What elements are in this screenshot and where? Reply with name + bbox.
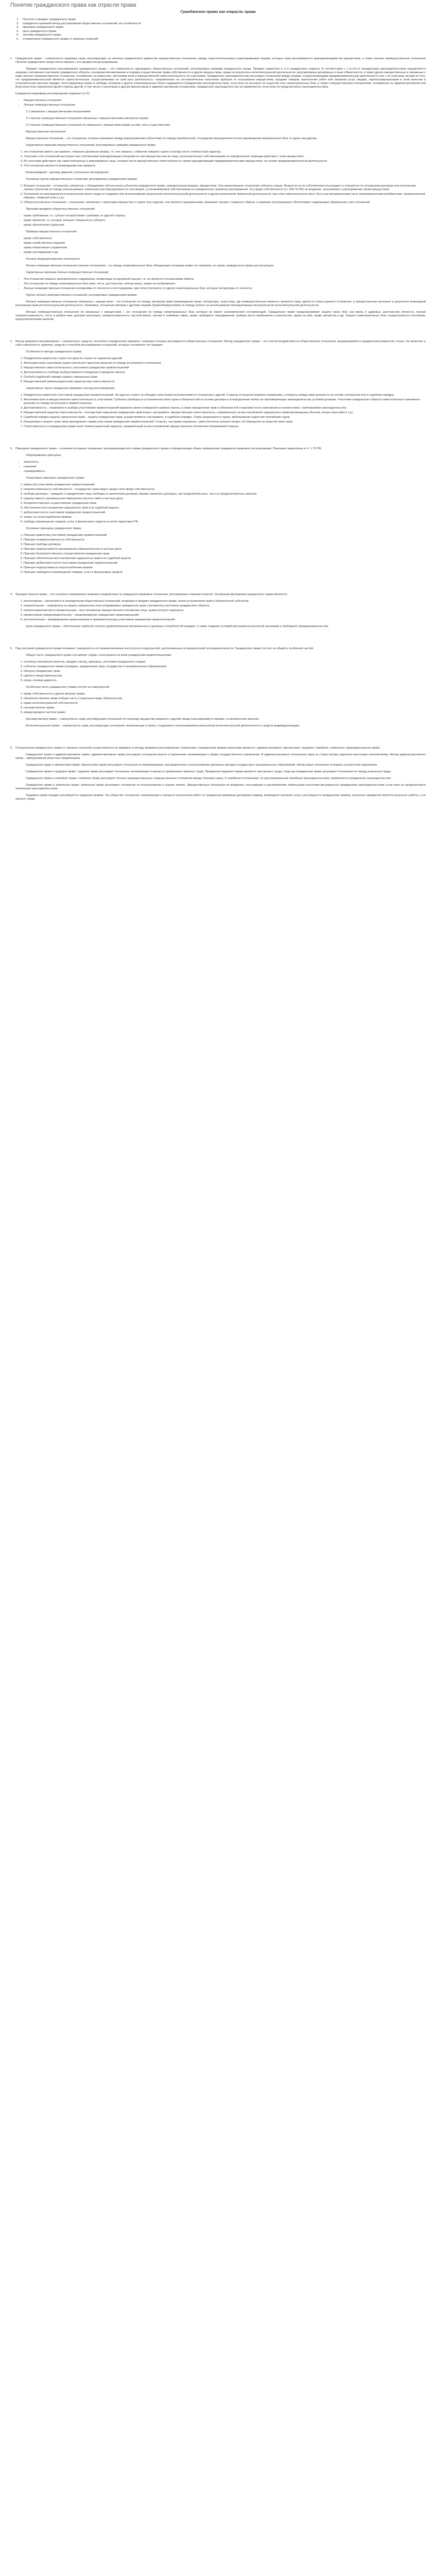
list-item: 9. свобода перемещения товаров, услуг и финансовых средств на всей территории РФ.	[24, 520, 426, 524]
list-item: 1. основные положения (понятие, предмет, метод, принципы, источники гражданского права);	[24, 660, 426, 664]
list-item: 9. Принцип свободного перемещения товаров, услуг и финансовых средств	[24, 571, 426, 574]
toc-item: 2. гражданско-правовой метод регулирования общественных отношений, его особенности	[16, 22, 141, 25]
list-item: 1. эти отношения имеют, как правило, товарную денежную форму, т.е. они связаны с обменом товаров и денег и всегда носят стоимостный характер.	[24, 150, 426, 154]
paragraph: Примеры имущественных отношений:	[26, 230, 77, 233]
list-item: 4. Эти отношения являются возмездными (как правило)	[24, 164, 426, 168]
list-item: 1. Юридическое равенство сторон (ни одна из сторон не подчинена другой)	[24, 357, 426, 361]
paragraph: Принципы гражданского права – основные исходные положения, пронизывающие все нормы гражданского права и определяющие общее направление гражданско-правового регулирования. Принципы закреплены в ст. 1 ГК РФ.	[15, 447, 322, 450]
paragraph: Предмет гражданского регулирования гражданского права – это совокупность однородных общественных отношений, регулируемых нормами гражданского права. Предмет закреплен в ст.2 гражданского кодекса. В соответствии с ч.1ст.2ст.1 гражданским законодательством определяется правовое положение участников гражданского оборота, основания возникновения и порядок осуществления права собственности и других вещных прав, права на результаты интеллектуальной деятельности, регулирование договорных и иных обязательств, а также другие имущественные и связанные с ними личные неимущественные отношения, основанные на равенстве, автономии воли и имущественной самостоятельности их участников. Гражданское законодательство регулирует отношения между лицами, осуществляющими предпринимательскую деятельность или с их участием, исходя из того, что предпринимательской является самостоятельная, осуществляемая на свой риск деятельность, направленная на систематическое получение прибыли от пользования имуществом, продажи товаров, выполнения работ или оказания услуг лицами, зарегистрированными в этом качестве в установленном законом порядке. Неотчуждаемые права и свободы человека и другие нематериальные блага защищаются гражданским законодательством, если иное не вытекает из существа этих нематериальных благ, а также к имущественным отношениям, основанным на административном или ином властном подчинении одной стороны другой, в том числе к налоговым и другим финансовым и административным отношениям, гражданское законодательство не применяется, если иное не предусмотрено законодательством.	[15, 67, 426, 89]
list-item: • Это отношения по поводу нематериальных благ (имя, честь, достоинство, личная жизнь, право на изображение)	[24, 282, 426, 286]
list-item: 1. регулятивная – заключается в упорядочении общественных отношений, входящих в предмет гражданского права, путем установления прав и обязанностей субъектов;	[24, 600, 426, 603]
paragraph: 1.1.связанные с имущественными отношениями	[26, 110, 91, 113]
paragraph: Признаки предмета обязательственных отношений:	[26, 207, 96, 211]
paragraph-heading: Имущественные отношения	[26, 130, 66, 133]
list-item: 5. Особый (судебный) порядок защиты нарушенных прав	[24, 376, 426, 379]
bullet-list	[15, 278, 426, 291]
paragraph: Характерные черты гражданско-правового метода регулирования:	[26, 386, 115, 390]
numbered-list	[15, 660, 426, 683]
section-number: 1.	[10, 57, 13, 60]
paragraph: Отраслевые принципы гражданского права:	[26, 476, 85, 480]
list-item: 5. международное частное право.	[24, 711, 426, 715]
paragraph: Основные группы имущественных отношений, регулируемых гражданским правом:	[26, 177, 138, 181]
list-item: 2. Участники этих отношений выступают как собственники принадлежащих которыми по ним имущества или же лица, уполномоченные собственниками на определенные операции действия с этим имуществом.	[24, 155, 426, 159]
bullet-list	[15, 237, 426, 255]
list-item: 7. Ответственность в гражданском праве носит компенсационный характер, направленный на восстановление имущественного положения потерпевшей стороны.	[24, 425, 426, 429]
list-item: 2. охранительная – направлена на защиту нарушенных или оспариваемых гражданских прав и интересов участников гражданского оборота;	[24, 604, 426, 608]
paragraph: Отграничение гражданского права от смежных отраслей осуществляется по предмету и методу правового регулирования. Смежными с гражданским правом отраслями являются: административное, финансовое, трудовое, семейное, земельное, природоресурсное право.	[15, 746, 381, 750]
list-item: • Личные неимущественные отношения	[24, 104, 426, 107]
toc-item: 5. система гражданского права	[16, 33, 61, 37]
section-1	[10, 57, 426, 325]
list-item: 5. Судебный порядок защиты нарушенных прав – защита гражданских прав, осуществляется, как правило, в судебном порядке. Споры разрешаются судом, арбитражным судом или третейским судом.	[24, 416, 426, 419]
list-item: 3. объекты гражданских прав;	[24, 670, 426, 673]
paragraph: Гражданско-правовому регулированию подлежат (ст.2):	[15, 92, 90, 95]
paragraph: Характерные признаки имущественных отношений, регулируемых нормами гражданского права:	[26, 143, 156, 147]
paragraph: Группы личных неимущественных отношений, регулируемых гражданским правом:	[26, 293, 137, 297]
list-item: 3. Имущественная самостоятельность участников гражданских правоотношений	[24, 366, 426, 370]
numbered-list	[15, 357, 426, 384]
list-item: • право принятия; т.е. которое означает обязанности субъекта	[24, 219, 426, 223]
paragraph: Интеллектуальное право – совокупность норм, регулирующих отношения, возникающие в связи с созданием и использованием результатов интеллектуальной деятельности и средств индивидуализации.	[26, 724, 300, 727]
list-item: 4. Имущественный характер ответственности – последствия нарушения гражданских прав влекут, как правило, имущественную ответственность, направленную на восстановление нарушенного права (возмещение убытков, уплата неустойки и т.д.)	[24, 411, 426, 415]
list-item: 7. Принцип добросовестности участников гражданских правоотношений	[24, 562, 426, 565]
list-item: 3. Обязательственные отношения – отношения, связанные с переходом имущества от одних лиц к другим, они являются динамичными, выражают процесс товарного обмена, а правовое регулирование обеспечивает надлежащее оформление этих отношений.	[24, 201, 426, 205]
list-item: 4. Диспозитивность (свобода выбора варианта поведения в пределах закона)	[24, 371, 426, 375]
section-number: 4.	[10, 592, 13, 596]
numbered-list	[15, 483, 426, 524]
list-item: 3. Диспозитивность – возможность выбора участниками правоотношений варианта своего поведения в рамках закона, а также определение прав и обязанностей сторонами по их усмотрению в соответствии с требованиями законодательства.	[24, 406, 426, 410]
document-title: Понятие гражданского права как отрасли права	[10, 2, 136, 8]
list-item: 2. неприкосновенность собственности – государство гарантирует защиту всех форм собственности;	[24, 488, 426, 492]
list-item: 1. Вещные отношения – отношения, связанные с обладанием той или иным субъектом гражданского права, определенным вещами, имуществом. Они характеризуют отношения субъекта к вещи. Вещности но их собственники она владеет и пользуется по основаниям договора или усмотрению своему субъектом по поводу использования, изменения или принадлежности этих вещей, устанавливаемой собственником на определенных правилах распоряжения. Н-р право собственности (ст. 209 ГК РФ) на владение, пользование и распоряжение своим имуществом.	[24, 184, 426, 192]
bullet-list	[15, 214, 426, 227]
list-item: 2. Принцип неприкосновенности собственности	[24, 538, 426, 542]
list-item: • Эти отношения лишены экономического содержания, неимеющие её денежной оценки, т.е. не являются отношениями обмена	[24, 278, 426, 281]
paragraph: Личные неимущественные отношения (личные отношения) – по поводу нематериальных благ, обладающих которыми может не связывать их нормы гражданского права для регуляции.	[26, 264, 274, 267]
bullet-list	[15, 461, 426, 473]
paragraph: Метод правового регулирования – совокупность средств, способов и юридических приемов с помощью которых регулируются общественные отношения. Метод гражданского права – это способ воздействия на общественные отношения, выражающийся в юридическом равенстве сторон. Он включает в себя совокупность приемов, средств и способов регулирования отношений, которые составляют его предмет.	[15, 340, 426, 347]
list-item: 3. свобода договора – граждане и юридические лица свободны в заключении договора, вправе заключать договоры, как предусмотренные, так и не предусмотренные законом;	[24, 493, 426, 496]
toc-item: 6. отграничение гражданского права от смежных отраслей	[16, 37, 98, 41]
list-item: • Имущественные отношения	[24, 99, 426, 103]
paragraph: Имущественные отношения – это отношения, которые возникают между равноправными субъектами по поводу приобретения, отчуждения принадлежности или перемещения материальных благ от одних лиц другим.	[26, 137, 318, 140]
paragraph-heading: Личные неимущественные отношения	[26, 257, 80, 261]
list-item: 4. Принцип недопустимости произвольного вмешательства в частные дела	[24, 548, 426, 551]
section-4	[10, 593, 426, 632]
section-3	[10, 447, 426, 578]
numbered-list	[15, 692, 426, 715]
paragraph: Общеправовые принципы:	[26, 453, 62, 457]
section-body	[15, 647, 426, 731]
numbered-list	[15, 534, 426, 574]
paragraph: Общую часть гражданского права составляют нормы, относящиеся ко всем гражданским правоотношениям:	[26, 653, 172, 657]
list-item: 5. беспрепятственное осуществление гражданских прав;	[24, 502, 426, 505]
list-item: 1. право собственности и другие вещные права;	[24, 692, 426, 696]
bullet-list	[15, 99, 426, 107]
numbered-list	[15, 600, 426, 622]
paragraph: Под системой гражданского права понимают совокупность его взаимосвязанных институтов и подотраслей, расположенных в определенной последовательности. Гражданское право состоит из общей и особенной частей.	[15, 647, 314, 650]
list-item: • право требования; т.е. субъект которой может требовать от другой стороны	[24, 214, 426, 218]
document-page	[0, 0, 436, 804]
list-item: • справедливость	[24, 470, 426, 473]
list-item: 1. Юридическое равенство участников гражданских правоотношений. Ни одна из сторон не обладает властными полномочиями по отношению к другой. Стороны отношения взаимно независимы, а вопросы между ними решаются на основе соглашения или в судебном порядке.	[24, 394, 426, 397]
paragraph: Безвозмездный – договор дарения, отношения наследования.	[26, 171, 110, 174]
list-item: • Личные неимущественные отношения неотделимы от личности и неотчуждаемы, при этом отличаются от других нематериальных благ, которые неотделимы от личности.	[24, 287, 426, 291]
paragraph: Основные принципы гражданского права:	[26, 527, 82, 530]
section-body	[15, 447, 426, 578]
toc-item: 1. Понятие и предмет гражданского права	[16, 18, 76, 21]
numbered-list	[15, 150, 426, 168]
paragraph: Личные неимущественные отношения связанные с имуществом – это отношения по поводу авторских прав (произведения науки, литературы, искусства), где неимущественные моменты являются лишь одной из сторон данного отношения, а имущественные вытекают в результате возмездной реализации прав интеллектуальной деятельности. Например, отношения авторов с другими лицами (правообладателями) по поводу оплаты за использование принадлежащих им результатов интеллектуальной деятельности.	[15, 300, 426, 307]
paragraph: Цели гражданского права – обеспечение наиболее полного удовлетворения материальных и духовных потребностей граждан, а также создание условий для развития рыночной экономики и свободного предпринимательства.	[26, 624, 329, 628]
paragraph: Гражданское право и земельное право: земельное право регулирует отношения по использованию и охране земель. Имущественные отношения по владению, пользованию и распоряжению земельными участками регулируются гражданским законодательством, если иное не предусмотрено земельным законодательством.	[15, 783, 426, 790]
section-body	[15, 57, 426, 325]
section-5	[10, 647, 426, 731]
list-item: 2. Отношения по принадлежности результатов своего труда по созданию или использованию результатов интеллектуальной деятельности и других результатов творческой деятельности, при этом сами результаты могут быть как материальными так и нематериальными (изобретение, промышленный образец, товарный знак и т.д.)	[24, 193, 426, 200]
list-item: 2. субъекты гражданского права (граждане, юридические лица, государство и муниципальные образования);	[24, 665, 426, 669]
list-item: 8. Принцип недопустимости злоупотребления правом	[24, 566, 426, 570]
list-item: 6. Инициатива в защите своих прав принадлежит самим участникам гражданских правоотношений. Стороны, чьи права нарушены, самостоятельно решают вопрос об обращении за защитой своих прав.	[24, 420, 426, 424]
list-item: 5. воспитательная – формирование правосознания и правовой культуры участников гражданских правоотношений.	[24, 618, 426, 622]
section-number: 6.	[10, 746, 13, 750]
list-item: • право обеспечения (гарантия).	[24, 224, 426, 227]
list-item: 5. сроки, исковая давность.	[24, 679, 426, 683]
list-item: • право собственности	[24, 237, 426, 241]
paragraph: Трудовые права граждан регулируются трудовым правом. Так обществе, отношения, возникающие в процессе выполнения работ по гражданско-правовым договорам (подряд, возмездное оказание услуг), регулируются гражданским правом, поскольку предметом является результат работы, а не процесс труда.	[15, 793, 426, 801]
list-item: 1. Принцип равенства участников гражданских правоотношений	[24, 534, 426, 537]
list-item: • гуманизм	[24, 465, 426, 469]
paragraph: Функции отрасли права – это основное направление правового воздействия на гражданско-правовые отношения, регулируемые нормами отрасли. Основными функциями гражданского права являются:	[15, 592, 288, 596]
list-item: • права оперативного управления	[24, 246, 426, 250]
list-item: 8. запрет на злоупотребление правом;	[24, 516, 426, 519]
section-number: 2.	[10, 340, 13, 343]
list-item: 5. Принцип беспрепятственного осуществления гражданских прав	[24, 552, 426, 556]
paragraph: Гражданское право и административное право: административное право регулирует отношения власти и подчинения, возникающие в сфере государственного управления. В административных отношениях одна из сторон всегда наделена властными полномочиями. Метод административного права – императивный (властные предписания).	[15, 753, 426, 760]
list-item: 6. обеспечение восстановления нарушенных прав и их судебной защиты;	[24, 506, 426, 510]
toc-item: 3. принципы гражданского права	[16, 26, 64, 29]
paragraph: Личные неимущественные отношения не связанные с имуществом – это отношения по поводу нематериальных благ, которые не имеют экономической составляющей. Гражданское право предусматривает защиту таких благ, как жизнь и здоровье, достоинство личности, личная неприкосновенность, честь и доброе имя, деловая репутация, неприкосновенность частной жизни, личная и семейная тайна, право свободного передвижения, выбора места пребывания и жительства, право на имя, право авторства и др. Защита нематериальных благ осуществляется способами, предусмотренными законом.	[15, 310, 426, 321]
document-subtitle: Гражданское право как отрасль права	[180, 9, 256, 14]
paragraph: Гражданское право и семейное право: семейное право регулирует личные неимущественные и имущественные отношения между членами семьи. К семейным отношениям, не урегулированным семейным законодательством, применяется гражданское законодательство.	[26, 776, 392, 780]
paragraph: Характерные признаки личных неимущественных отношений:	[26, 270, 109, 274]
paragraph: 2.1.личные неимущественные отношения связанные с имущественными (авторское право)	[26, 116, 149, 120]
section-number: 5.	[10, 647, 13, 650]
section-body	[15, 340, 426, 432]
list-item: • права наследования и др.	[24, 251, 426, 255]
paragraph: 2.2.личные неимущественные отношения не связанные с имуществом (право на имя, честь и достоинство)	[26, 123, 170, 127]
section-body	[15, 747, 426, 804]
numbered-list	[15, 394, 426, 429]
paragraph: Наследственное право – совокупность норм, регулирующих отношения по переходу имущества умершего к другим лицам (наследникам) в порядке, установленном законом.	[26, 717, 259, 721]
list-item: 4. превентивная (предупредительная) – предупреждение гражданских правонарушений;	[24, 614, 426, 617]
numbered-list	[15, 184, 426, 205]
section-2	[10, 340, 426, 432]
list-item: 3. Их участники действуют как самостоятельные и равноправные лица, готовые нести имущественную ответственность своим принадлежащим предпринимательским имуществом, на основе предпринимательской деятельности.	[24, 160, 426, 163]
list-item: 4. недопустимость произвольного вмешательства кого-либо в частные дела;	[24, 497, 426, 501]
section-number: 3.	[10, 447, 13, 450]
paragraph: Особенности метода гражданского права:	[26, 350, 82, 353]
section-6	[10, 747, 426, 804]
list-item: 4. сделки и представительство;	[24, 674, 426, 678]
paragraph: Гражданское право и финансовое право: финансовое право регулирует отношения по формированию, распределению и использованию денежных фондов государства и муниципальных образований. Финансовые отношения основаны на властном подчинении.	[26, 763, 378, 767]
list-item: 1. равенство участников гражданских правоотношений;	[24, 483, 426, 487]
list-item: 3. компенсационная (восстановительная) – восстановление имущественного положения лица, права которого нарушены;	[24, 609, 426, 613]
section-body	[15, 593, 426, 632]
list-item: 2. Автономия воли участников (самостоятельное принятие решения по поводу вступления в отношения)	[24, 362, 426, 365]
list-item: • права хозяйственного ведения	[24, 242, 426, 245]
list-item: 6. Принцип обеспечения восстановления нарушенных прав и их судебной защиты	[24, 557, 426, 561]
paragraph: Особенная часть гражданского права состоит из подотраслей:	[26, 685, 110, 689]
toc-item: 4. цель гражданского права	[16, 29, 57, 33]
list-item: 3. право интеллектуальной собственности;	[24, 702, 426, 705]
paragraph: Гражданское право – совокупность правовых норм, регулирующих на началах юридического равенства имущественные отношения, между самостоятельными и равноправными лицами, которые сами распоряжаются принадлежащими им имуществом, а также личные неимущественные отношения Понятие гражданского права почти связано с его предметом регулирования.	[15, 57, 426, 64]
list-item: 3. Принцип свободы договора	[24, 543, 426, 547]
table-of-contents	[16, 18, 426, 42]
paragraph: Гражданское право и трудовое право: трудовое право регулирует отношения, возникающие в процессе применения наемного труда. Предметом трудового права является сам процесс труда, тогда как гражданское право регулирует отношения по поводу результата труда.	[26, 770, 392, 773]
list-item: 2. Автономия воли и имущественная самостоятельность участников. Субъекты свободны в установлении своих прав и обязанностей на основе договора и в определении любых не противоречащих законодательству условий договора. Участники гражданского оборота самостоятельно принимают решения по поводу вступления в правоотношения.	[24, 398, 426, 405]
list-item: 2. обязательственное право (общая часть и отдельные виды обязательств);	[24, 697, 426, 701]
list-item: 7. добросовестность участников гражданских правоотношений.	[24, 511, 426, 515]
list-item: • законность	[24, 461, 426, 464]
list-item: 4. наследственное право;	[24, 706, 426, 710]
list-item: 6. Имущественный (компенсационный) характер мер ответственности	[24, 380, 426, 384]
